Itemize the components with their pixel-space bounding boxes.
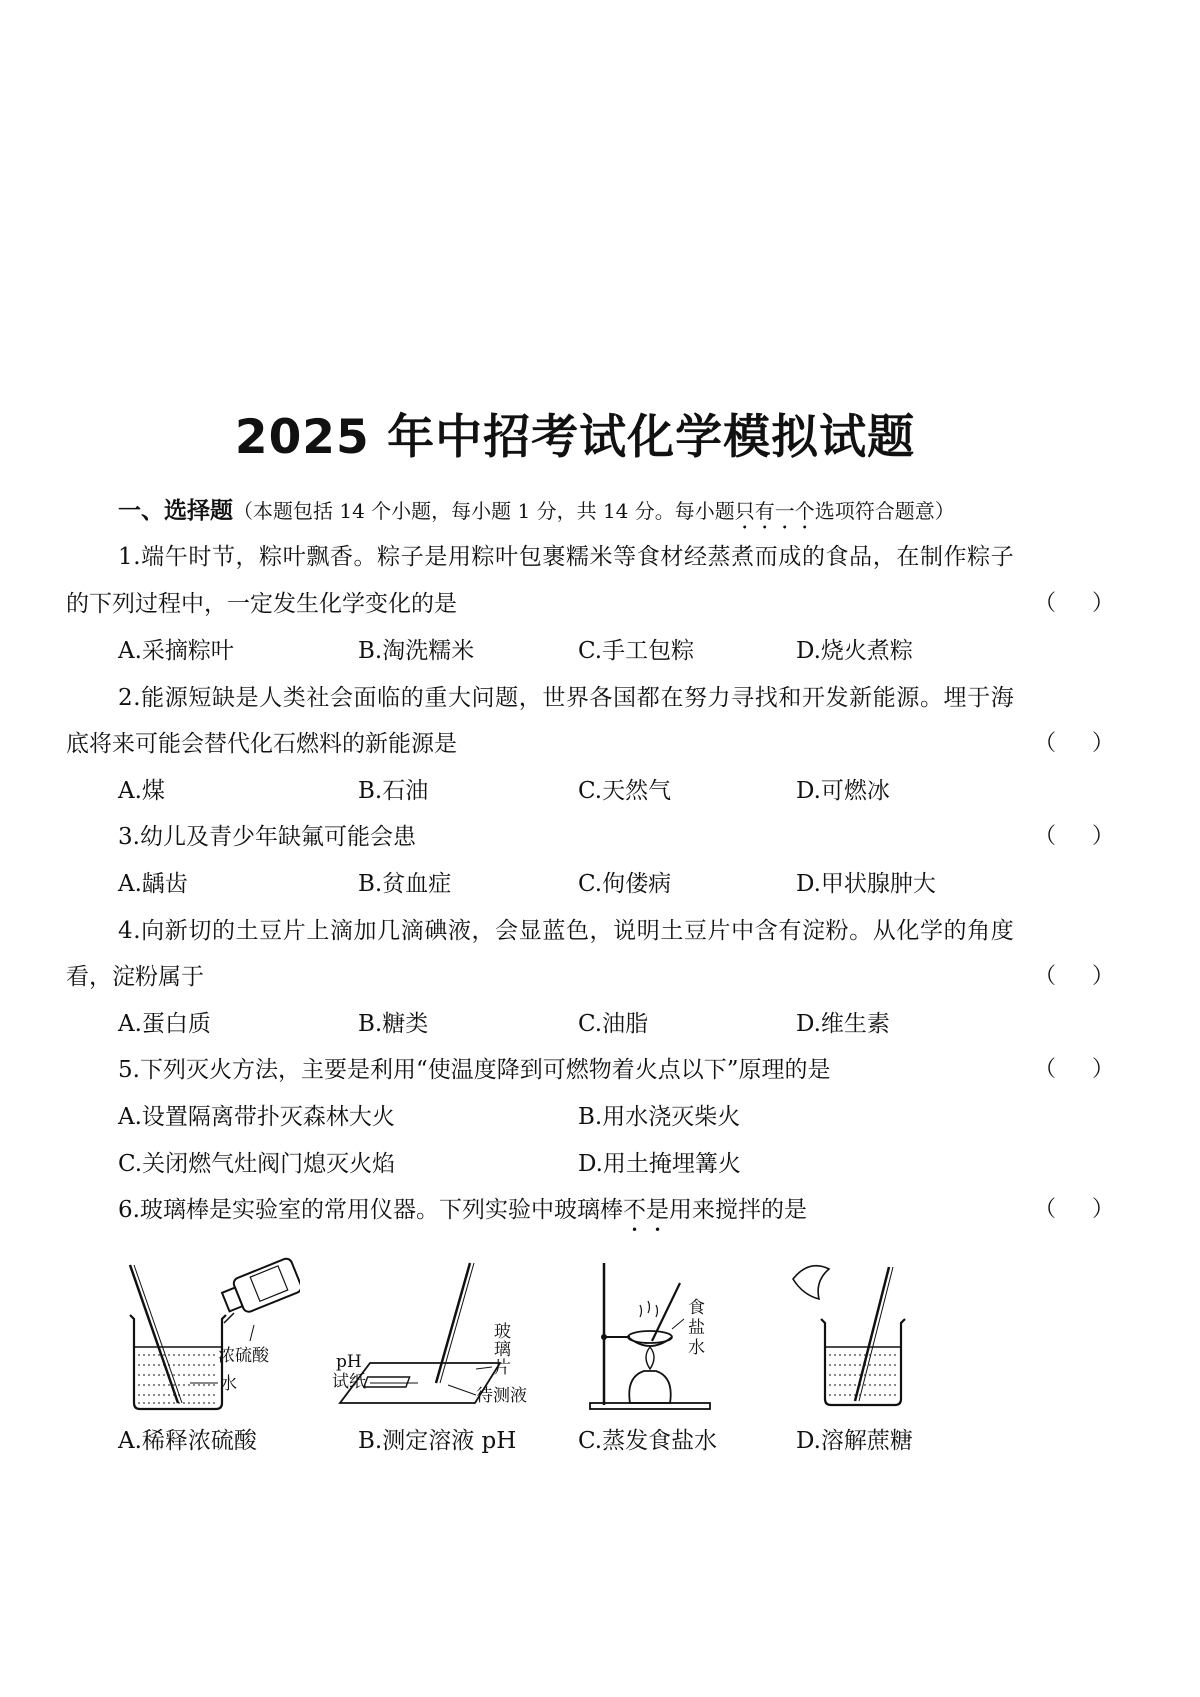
question-5-option-b: B.用水浇灭柴火 <box>578 1104 741 1130</box>
question-2-option-d: D.可燃冰 <box>796 778 890 804</box>
answer-blank-4: （ ） <box>1034 964 1115 989</box>
question-2-line2: 底将来可能会替代化石燃料的新能源是 <box>66 731 457 757</box>
question-1-option-c: C.手工包粽 <box>578 638 695 664</box>
figure-c-caption: C.蒸发食盐水 <box>578 1428 718 1454</box>
question-5-line1: 5.下列灭火方法，主要是利用“使温度降到可燃物着火点以下”原理的是 <box>118 1057 831 1083</box>
glass-rod-icon <box>436 1263 470 1383</box>
label-water: 水 <box>220 1374 237 1394</box>
question-2-option-a: A.煤 <box>118 778 165 804</box>
answer-blank-3: （ ） <box>1034 824 1115 849</box>
question-6-line1: 6.玻璃棒是实验室的常用仪器。下列实验中玻璃棒不是用来搅拌的是 <box>118 1197 807 1223</box>
figure-b-caption: B.测定溶液 pH <box>358 1428 517 1454</box>
answer-blank-6: （ ） <box>1034 1197 1115 1222</box>
section-note-prefix: （本题包括 14 个小题，每小题 1 分，共 14 分。每小题 <box>233 499 735 523</box>
question-1-option-a: A.采摘粽叶 <box>118 638 234 664</box>
figure-c-evaporate <box>580 1255 750 1420</box>
question-3-option-b: B.贫血症 <box>358 871 452 897</box>
question-5-option-a: A.设置隔离带扑灭森林大火 <box>118 1104 395 1130</box>
figure-b-measure-ph <box>330 1255 560 1420</box>
label-ph-paper: 试纸 <box>332 1372 366 1392</box>
question-6-emphasis: 不是 <box>622 1197 669 1223</box>
question-1-option-d: D.烧火煮粽 <box>796 638 913 664</box>
question-5-option-c: C.关闭燃气灶阀门熄灭火焰 <box>118 1151 396 1177</box>
question-1-line2: 的下列过程中，一定发生化学变化的是 <box>66 591 457 617</box>
question-2-line1: 2.能源短缺是人类社会面临的重大问题，世界各国都在努力寻找和开发新能源。埋于海 <box>118 685 1015 711</box>
question-4-line2: 看，淀粉属于 <box>66 964 204 990</box>
svg-text:玻: 玻 <box>494 1322 511 1342</box>
glass-rod-icon <box>130 1265 178 1403</box>
question-3-option-d: D.甲状腺肿大 <box>796 871 936 897</box>
question-2-option-c: C.天然气 <box>578 778 672 804</box>
section-note-suffix: 选项符合题意） <box>814 499 955 523</box>
question-4-option-c: C.油脂 <box>578 1011 649 1037</box>
section-note <box>233 499 955 523</box>
section-note-emphasis: 只有一个 <box>734 499 815 523</box>
beaker-icon <box>821 1319 905 1405</box>
glass-rod-icon <box>855 1267 889 1401</box>
ph-paper-icon <box>364 1377 410 1387</box>
question-3-option-c: C.佝偻病 <box>578 871 672 897</box>
label-test-solution: 待测液 <box>476 1386 527 1406</box>
label-concentrated-acid: 浓硫酸 <box>218 1346 269 1366</box>
svg-text:食: 食 <box>688 1298 705 1318</box>
question-1-line1: 1.端午时节，粽叶飘香。粽子是用粽叶包裹糯米等食材经蒸煮而成的食品，在制作粽子 <box>118 544 1015 570</box>
svg-text:片: 片 <box>494 1358 511 1378</box>
question-4-line1: 4.向新切的土豆片上滴加几滴碘液，会显蓝色，说明土豆片中含有淀粉。从化学的角度 <box>118 918 1015 944</box>
figure-d-dissolve <box>785 1255 925 1420</box>
question-2-option-b: B.石油 <box>358 778 429 804</box>
question-4-option-d: D.维生素 <box>796 1011 890 1037</box>
reagent-bottle-icon <box>219 1257 300 1319</box>
section-title: 一、选择题 <box>118 498 233 524</box>
question-4-option-a: A.蛋白质 <box>118 1011 211 1037</box>
answer-blank-5: （ ） <box>1034 1057 1115 1082</box>
answer-blank-1: （ ） <box>1034 591 1115 616</box>
svg-text:水: 水 <box>688 1338 705 1358</box>
alcohol-lamp-icon <box>629 1371 670 1403</box>
question-5-option-d: D.用土掩埋篝火 <box>578 1151 741 1177</box>
section-heading <box>118 496 955 534</box>
question-3-line1: 3.幼儿及青少年缺氟可能会患 <box>118 824 416 850</box>
answer-blank-2: （ ） <box>1034 731 1115 756</box>
page-title: 2025 年中招考试化学模拟试题 <box>234 410 916 465</box>
figure-a-caption: A.稀释浓硫酸 <box>118 1428 257 1454</box>
question-3-option-a: A.龋齿 <box>118 871 188 897</box>
figure-a-dilute-acid <box>100 1255 300 1415</box>
svg-text:璃: 璃 <box>494 1340 511 1360</box>
paper-spoon-icon <box>793 1266 829 1299</box>
figure-d-caption: D.溶解蔗糖 <box>796 1428 913 1454</box>
svg-text:盐: 盐 <box>688 1318 705 1338</box>
label-ph: pH <box>336 1352 362 1372</box>
question-1-option-b: B.淘洗糯米 <box>358 638 475 664</box>
question-4-option-b: B.糖类 <box>358 1011 429 1037</box>
